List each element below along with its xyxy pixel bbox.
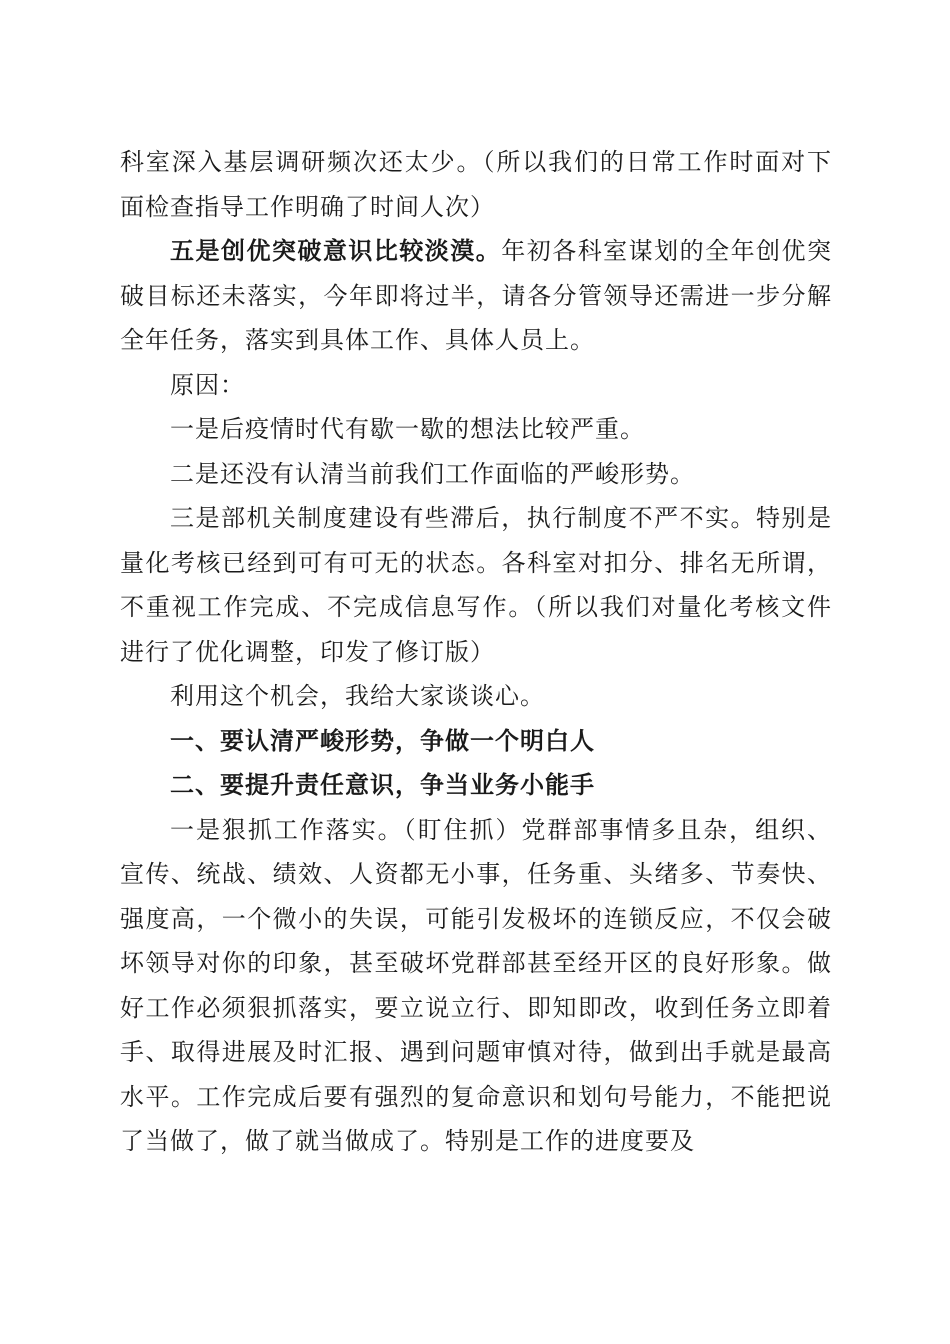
paragraph-text: 年初各科室谋划的全年创优突破目标还未落实，今年即将过半，请各分管领导还需进一步分解全年任务，落实到具体工作、具体人员上。 <box>120 237 833 354</box>
paragraph-text: 科室深入基层调研频次还太少。（所以我们的日常工作时面对下面检查指导工作明确了时间人次） <box>120 148 832 221</box>
paragraph-talk-intro <box>120 674 832 719</box>
paragraph-lead: 五是创优突破意识比较淡漠。 <box>170 236 502 265</box>
paragraph-lead: 一是狠抓工作落实。 <box>170 815 404 844</box>
paragraph-text: 原因： <box>170 370 245 399</box>
paragraph-text: 二是还没有认清当前我们工作面临的严峻形势。 <box>170 459 695 488</box>
paragraph-reason-two <box>120 452 832 497</box>
paragraph-reason-one <box>120 407 832 452</box>
paragraph-text: 利用这个机会，我给大家谈谈心。 <box>170 682 545 710</box>
paragraph-reason-three <box>120 496 832 674</box>
paragraph-text: （盯住抓）党群部事情多且杂，组织、宣传、统战、绩效、人资都无小事，任务重、头绪多、节奏快、强度高，一个微小的失误，可能引发极坏的连锁反应，不仅会破坏领导对你的印象，甚至破坏党群部甚至经开区的良好形象。做好工作必须狠抓落实，要立说立行、即知即改，收到任务立即着手、取得进展及时汇报、遇到问题审慎对待，做到出手就是最高水平。工作完成后要有强烈的复命意识和划句号能力，不能把说了当做了，做了就当做成了。特别是工作的进度要及 <box>120 815 832 1155</box>
paragraph-research-frequency <box>120 140 832 229</box>
paragraph-innovation-awareness <box>120 229 832 363</box>
document-body <box>120 140 832 1164</box>
section-heading-two: 二、要提升责任意识，争当业务小能手 <box>170 771 595 799</box>
paragraph-work-implementation <box>120 808 832 1164</box>
paragraph-reasons-label <box>120 363 832 408</box>
paragraph-text: 三是部机关制度建设有些滞后，执行制度不严不实。特别是量化考核已经到可有可无的状态。各科室对扣分、排名无所谓，不重视工作完成、不完成信息写作。（所以我们对量化考核文件进行了优化调整，印发了修订版） <box>120 504 832 666</box>
paragraph-text: 一是后疫情时代有歇一歇的想法比较严重。 <box>170 415 645 443</box>
section-heading-one: 一、要认清严峻形势，争做一个明白人 <box>170 726 595 755</box>
